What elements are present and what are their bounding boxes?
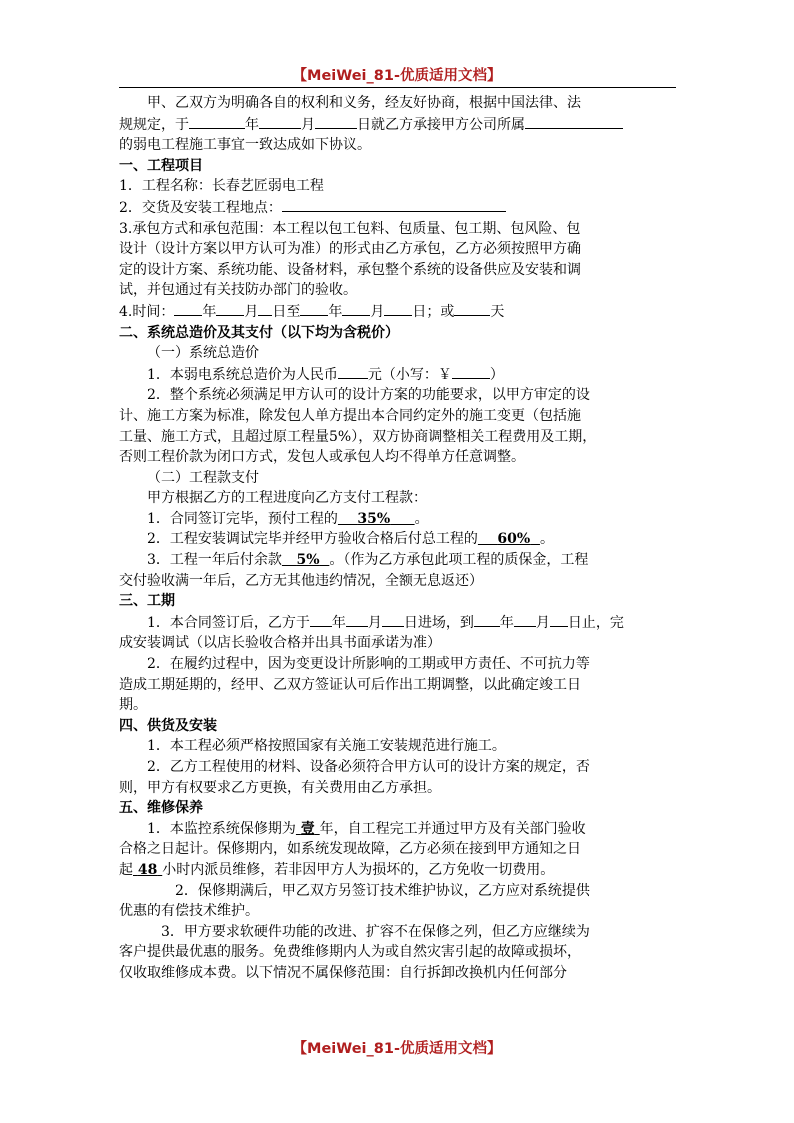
- s1-item-3-l3: 定的设计方案、系统功能、设备材料，承包整个系统的设备供应及安装和调: [119, 261, 581, 278]
- blank-field: [189, 114, 245, 129]
- s2-pay-1: 1．合同签订完毕，预付工程的 35% 。: [147, 510, 429, 527]
- section-2-title: 二、系统总造价及其支付（以下均为含税价）: [119, 324, 399, 341]
- s1-item-3-l1: 3.承包方式和承包范围：本工程以包工包料、包质量、包工期、包风险、包: [119, 220, 581, 237]
- s5-p1-l2: 合格之日起计。保修期内，如系统发现故障，乙方必须在接到甲方通知之日: [119, 841, 581, 858]
- section-3-title: 三、工期: [119, 593, 175, 610]
- pay-1-value: 35%: [357, 510, 391, 527]
- page-footer: 【MeiWei_81-优质适用文档】: [292, 1041, 502, 1057]
- s3-p2-l1: 2．在履约过程中，因为变更设计所影响的工期或甲方责任、不可抗力等: [147, 656, 590, 673]
- header-rule: [119, 87, 676, 88]
- intro-line-2: 规规定，于 年 月 日就乙方承接甲方公司所属: [119, 114, 679, 136]
- pay-2-value: 60%: [497, 531, 531, 548]
- s5-p3-l3: 仅收取维修成本费。以下情况不属保修范围：自行拆卸改换机内任何部分: [119, 964, 567, 981]
- s2-p2-l3: 工量、施工方式，且超过原工程量5%），双方协商调整相关工程费用及工期，: [119, 428, 597, 445]
- s4-p2-l2: 则，甲方有权要求乙方更换，有关费用由乙方承担。: [119, 779, 441, 796]
- s5-p3-l2: 客户提供最优惠的服务。免费维修期内人为或自然灾害引起的故障或损坏，: [119, 944, 581, 961]
- s2-p1: 1．本弱电系统总造价为人民币 元（小写：￥ ）: [119, 364, 679, 386]
- s4-p2-l1: 2．乙方工程使用的材料、设备必须符合甲方认可的设计方案的规定，否: [147, 759, 590, 775]
- s1-item-4: 4.时间： 年 月 日至 年 月 日；或 天: [119, 301, 679, 323]
- contract-body: [119, 93, 679, 984]
- s3-p2-l2: 造成工期延期的，经甲、乙双方签证认可后作出工期调整，以此确定竣工日: [119, 676, 581, 693]
- s2-pay-2: 2．工程安装调试完毕并经甲方验收合格后付总工程的 60% 。: [147, 531, 554, 548]
- warranty-years: 壹: [300, 820, 315, 837]
- s1-item-2: 2．交货及安装工程地点：: [119, 197, 679, 219]
- s4-p1: 1．本工程必须严格按照国家有关施工安装规范进行施工。: [147, 738, 506, 755]
- response-hours: 48: [137, 861, 158, 878]
- s3-p2-l3: 期。: [119, 697, 147, 714]
- s1-item-1: 1．工程名称：长春艺匠弱电工程: [119, 178, 324, 195]
- blank-field: [525, 114, 623, 129]
- section-4-title: 四、供货及安装: [119, 717, 217, 734]
- s2-pay-3-l2: 交付验收满一年后，乙方无其他违约情况，全额无息返还）: [119, 572, 483, 589]
- intro-line-3: 的弱电工程施工事宜一致达成如下协议。: [119, 137, 371, 154]
- s5-p1: 1．本监控系统保修期为 壹 年，自工程完工并通过甲方及有关部门验收: [147, 820, 586, 837]
- intro-line-1: 甲、乙双方为明确各自的权利和义务，经友好协商，根据中国法律、法: [147, 95, 581, 111]
- section-1-title: 一、工程项目: [119, 157, 203, 174]
- s2-sub-2: （二）工程款支付: [147, 469, 259, 486]
- s5-p2-l2: 优惠的有偿技术维护。: [119, 903, 259, 920]
- pay-3-value: 5%: [296, 552, 320, 569]
- s5-p1-l3: 起 48 小时内派员维修，若非因甲方人为损坏的，乙方免收一切费用。: [119, 861, 555, 878]
- section-5-title: 五、维修保养: [119, 800, 203, 817]
- blank-field: [259, 114, 301, 129]
- s2-pay-intro: 甲方根据乙方的工程进度向乙方支付工程款：: [147, 490, 427, 507]
- s2-p2-l1: 2．整个系统必须满足甲方认可的设计方案的功能要求，以甲方审定的设: [147, 387, 590, 404]
- s3-p1: 1．本合同签订后，乙方于 年 月 日进场，到 年 月 日止，完: [119, 612, 679, 634]
- blank-field: [315, 114, 357, 129]
- page-header: 【MeiWei_81-优质适用文档】: [292, 68, 502, 84]
- s3-p1-l2: 成安装调试（以店长验收合格并出具书面承诺为准）: [119, 635, 441, 652]
- blank-field: [282, 197, 506, 212]
- s2-p2-l4: 否则工程价款为闭口方式，发包人或承包人均不得单方任意调整。: [119, 449, 525, 466]
- s2-sub-1: （一）系统总造价: [147, 345, 259, 362]
- s1-item-3-l4: 试，并包通过有关技防办部门的验收。: [119, 282, 357, 299]
- s1-item-3-l2: 设计（设计方案以甲方认可为准）的形式由乙方承包，乙方必须按照甲方确: [119, 241, 581, 258]
- s5-p3-l1: 3．甲方要求软硬件功能的改进、扩容不在保修之列，但乙方应继续为: [161, 923, 590, 940]
- s5-p2-l1: 2．保修期满后，甲乙双方另签订技术维护协议，乙方应对系统提供: [175, 882, 590, 899]
- s2-pay-3: 3．工程一年后付余款 5% 。（作为乙方承包此项工程的质保金，工程: [147, 552, 589, 569]
- s2-p2-l2: 计、施工方案为标准，除发包人单方提出本合同约定外的施工变更（包括施: [119, 407, 581, 424]
